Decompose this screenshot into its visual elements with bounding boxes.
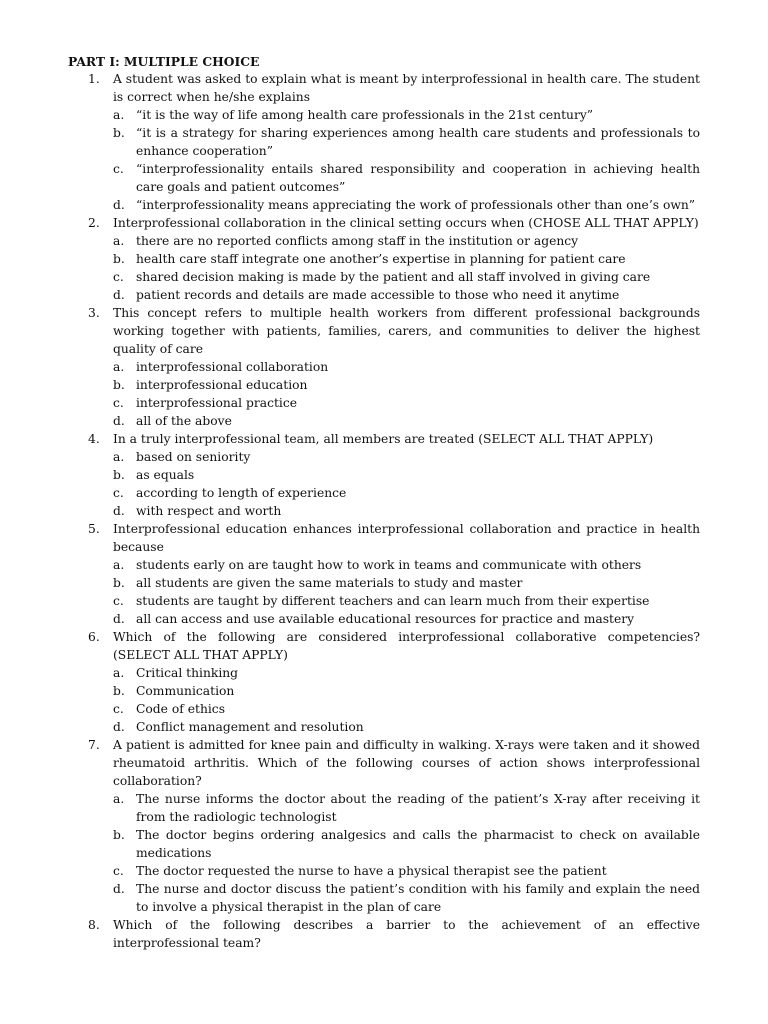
option-list xyxy=(113,664,700,736)
option-text: patient records and details are made accessible to those who need it anytime xyxy=(136,288,620,302)
option-text: Communication xyxy=(136,684,235,698)
option-text: as equals xyxy=(136,468,195,482)
option-letter: c. xyxy=(113,162,124,176)
option-text: “interprofessionality means appreciating the work of professionals other than one’s own” xyxy=(136,198,696,212)
option-b xyxy=(113,574,700,592)
option-letter: d. xyxy=(113,882,125,896)
question-number: 7. xyxy=(88,738,100,752)
question-text: A patient is admitted for knee pain and difficulty in walking. X-rays were taken and it showed rheumatoid arthritis. Which of the following courses of action shows interprofessional collaboration? xyxy=(113,738,700,788)
option-list xyxy=(113,106,700,214)
option-b xyxy=(113,682,700,700)
option-d xyxy=(113,412,700,430)
question-1 xyxy=(68,70,700,214)
option-letter: d. xyxy=(113,504,125,518)
option-letter: b. xyxy=(113,252,125,266)
option-letter: b. xyxy=(113,828,125,842)
option-b xyxy=(113,826,700,862)
option-text: The nurse and doctor discuss the patient’s condition with his family and explain the need to involve a physical therapist in the plan of care xyxy=(136,882,700,914)
question-6 xyxy=(68,628,700,736)
question-text: This concept refers to multiple health workers from different professional backgrounds working together with patients, families, carers, and communities to deliver the highest quality of care xyxy=(113,306,700,356)
option-letter: b. xyxy=(113,576,125,590)
question-number: 8. xyxy=(88,918,100,932)
option-letter: b. xyxy=(113,468,125,482)
option-letter: a. xyxy=(113,234,125,248)
option-text: according to length of experience xyxy=(136,486,347,500)
option-letter: c. xyxy=(113,396,124,410)
option-d xyxy=(113,286,700,304)
question-number: 2. xyxy=(88,216,100,230)
quiz-content xyxy=(68,53,700,952)
option-text: based on seniority xyxy=(136,450,251,464)
question-number: 5. xyxy=(88,522,100,536)
option-letter: a. xyxy=(113,558,125,572)
option-b xyxy=(113,124,700,160)
option-text: “interprofessionality entails shared responsibility and cooperation in achieving health care goals and patient outcomes” xyxy=(136,162,700,194)
option-text: interprofessional collaboration xyxy=(136,360,329,374)
option-text: all of the above xyxy=(136,414,232,428)
option-c xyxy=(113,394,700,412)
option-d xyxy=(113,196,700,214)
option-text: Conflict management and resolution xyxy=(136,720,364,734)
option-text: with respect and worth xyxy=(136,504,282,518)
option-list xyxy=(113,358,700,430)
option-d xyxy=(113,610,700,628)
question-number: 4. xyxy=(88,432,100,446)
option-d xyxy=(113,880,700,916)
option-a xyxy=(113,664,700,682)
option-c xyxy=(113,160,700,196)
option-c xyxy=(113,484,700,502)
option-text: interprofessional practice xyxy=(136,396,297,410)
option-c xyxy=(113,592,700,610)
option-a xyxy=(113,790,700,826)
option-c xyxy=(113,268,700,286)
question-8 xyxy=(68,916,700,952)
option-text: interprofessional education xyxy=(136,378,308,392)
option-letter: c. xyxy=(113,702,124,716)
option-a xyxy=(113,232,700,250)
question-3 xyxy=(68,304,700,430)
option-list xyxy=(113,232,700,304)
option-letter: d. xyxy=(113,612,125,626)
option-letter: d. xyxy=(113,414,125,428)
question-7 xyxy=(68,736,700,916)
option-letter: a. xyxy=(113,360,125,374)
question-text: Which of the following are considered interprofessional collaborative competencies? (SELECT ALL THAT APPLY) xyxy=(113,630,700,662)
option-a xyxy=(113,556,700,574)
question-2 xyxy=(68,214,700,304)
option-letter: c. xyxy=(113,486,124,500)
option-d xyxy=(113,718,700,736)
option-letter: d. xyxy=(113,720,125,734)
option-text: “it is a strategy for sharing experiences among health care students and professionals to enhance cooperation” xyxy=(136,126,700,158)
option-list xyxy=(113,790,700,916)
option-text: students early on are taught how to work in teams and communicate with others xyxy=(136,558,642,572)
question-text: In a truly interprofessional team, all members are treated (SELECT ALL THAT APPLY) xyxy=(113,432,654,446)
option-a xyxy=(113,358,700,376)
option-d xyxy=(113,502,700,520)
option-letter: b. xyxy=(113,126,125,140)
option-text: all can access and use available educational resources for practice and mastery xyxy=(136,612,635,626)
option-text: students are taught by different teachers and can learn much from their expertise xyxy=(136,594,650,608)
option-letter: d. xyxy=(113,288,125,302)
option-letter: c. xyxy=(113,270,124,284)
option-text: The nurse informs the doctor about the reading of the patient’s X-ray after receiving it from the radiologic technologist xyxy=(136,792,700,824)
question-4 xyxy=(68,430,700,520)
question-text: Which of the following describes a barrier to the achievement of an effective interprofessional team? xyxy=(113,918,700,950)
question-text: Interprofessional collaboration in the clinical setting occurs when (CHOSE ALL THAT APPLY) xyxy=(113,216,699,230)
option-b xyxy=(113,466,700,484)
question-number: 3. xyxy=(88,306,100,320)
option-letter: a. xyxy=(113,450,125,464)
option-text: health care staff integrate one another’s expertise in planning for patient care xyxy=(136,252,626,266)
option-text: The doctor begins ordering analgesics and calls the pharmacist to check on available medications xyxy=(136,828,700,860)
question-5 xyxy=(68,520,700,628)
option-text: shared decision making is made by the patient and all staff involved in giving care xyxy=(136,270,651,284)
option-letter: b. xyxy=(113,684,125,698)
question-number: 1. xyxy=(88,72,100,86)
question-list xyxy=(68,70,700,952)
option-b xyxy=(113,250,700,268)
option-text: The doctor requested the nurse to have a physical therapist see the patient xyxy=(136,864,607,878)
option-text: “it is the way of life among health care professionals in the 21st century” xyxy=(136,108,594,122)
part-heading: PART I: MULTIPLE CHOICE xyxy=(68,54,260,69)
option-letter: b. xyxy=(113,378,125,392)
option-text: Critical thinking xyxy=(136,666,239,680)
option-c xyxy=(113,862,700,880)
option-c xyxy=(113,700,700,718)
option-letter: d. xyxy=(113,198,125,212)
option-text: Code of ethics xyxy=(136,702,226,716)
option-list xyxy=(113,556,700,628)
option-letter: a. xyxy=(113,108,125,122)
option-list xyxy=(113,448,700,520)
question-text: A student was asked to explain what is meant by interprofessional in health care. The student is correct when he/she explains xyxy=(113,72,700,104)
option-letter: a. xyxy=(113,666,125,680)
question-text: Interprofessional education enhances interprofessional collaboration and practice in health because xyxy=(113,522,700,554)
option-letter: c. xyxy=(113,864,124,878)
option-text: all students are given the same materials to study and master xyxy=(136,576,523,590)
option-b xyxy=(113,376,700,394)
option-a xyxy=(113,106,700,124)
question-number: 6. xyxy=(88,630,100,644)
option-letter: a. xyxy=(113,792,125,806)
option-a xyxy=(113,448,700,466)
option-letter: c. xyxy=(113,594,124,608)
option-text: there are no reported conflicts among staff in the institution or agency xyxy=(136,234,579,248)
